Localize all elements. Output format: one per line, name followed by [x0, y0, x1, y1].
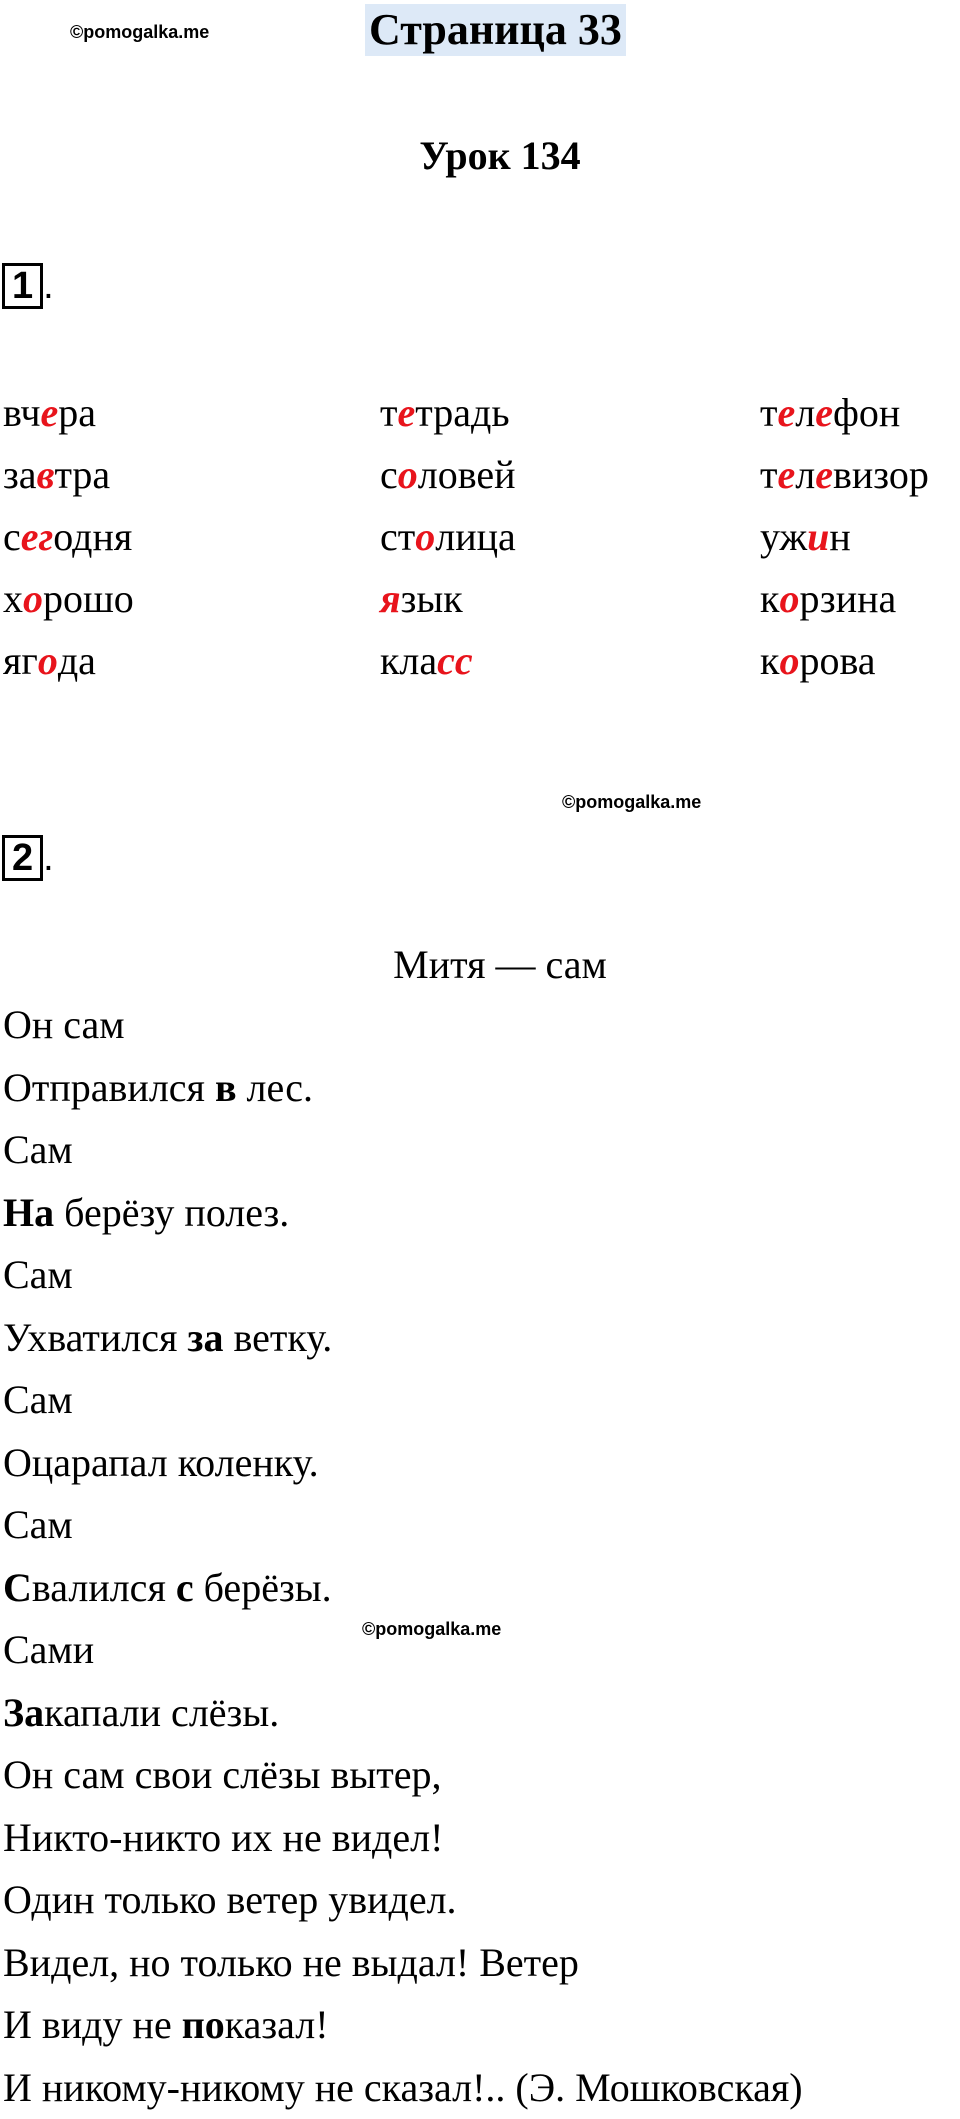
word-part: да: [58, 638, 96, 683]
spelling-word: [760, 382, 929, 444]
text-fragment: Ухватился: [3, 1315, 187, 1360]
spelling-word: [760, 444, 929, 506]
task-1-number: 1 .: [2, 263, 54, 309]
spelling-word: [760, 506, 929, 568]
word-part: фон: [833, 390, 900, 435]
poem-line: [3, 1869, 803, 1932]
word-column-1: [3, 382, 134, 692]
spelling-word: [380, 444, 516, 506]
highlighted-letters: сс: [437, 638, 473, 683]
poem-line: [3, 1432, 803, 1495]
lesson-title: Урок 134: [0, 130, 960, 182]
spelling-word: [380, 568, 516, 630]
word-part: тра: [54, 452, 110, 497]
poem-line: [3, 1994, 803, 2057]
poem-line: [3, 1369, 803, 1432]
word-part: рошо: [43, 576, 134, 621]
word-part: т: [760, 452, 777, 497]
spelling-word: [380, 630, 516, 692]
poem: [3, 994, 803, 2119]
text-fragment: берёзы.: [194, 1565, 332, 1610]
word-column-2: [380, 382, 516, 692]
text-fragment: Сам: [3, 1252, 73, 1297]
text-fragment: лес.: [237, 1065, 313, 1110]
highlighted-letters: и: [807, 514, 829, 559]
word-part: традь: [415, 390, 509, 435]
text-fragment: берёзу полез.: [54, 1190, 289, 1235]
poem-line: [3, 1307, 803, 1370]
poem-title: Митя — сам: [0, 934, 960, 996]
word-part: ра: [58, 390, 96, 435]
poem-line: [3, 1494, 803, 1557]
text-fragment: Сам: [3, 1127, 73, 1172]
bold-fragment: За: [3, 1690, 44, 1735]
spelling-word: [3, 444, 134, 506]
highlighted-letters: е: [815, 390, 833, 435]
highlighted-letters: о: [38, 638, 58, 683]
text-fragment: И никому-никому не сказал!.. (Э. Мошковская): [3, 2065, 803, 2110]
poem-line: [3, 2057, 803, 2119]
spelling-word: [3, 382, 134, 444]
poem-line: [3, 1182, 803, 1245]
text-fragment: капали слёзы.: [44, 1690, 279, 1735]
bold-fragment: На: [3, 1190, 54, 1235]
word-part: л: [795, 390, 815, 435]
text-fragment: Он сам: [3, 1002, 125, 1047]
spelling-word: [3, 506, 134, 568]
word-part: х: [3, 576, 23, 621]
poem-line: [3, 1119, 803, 1182]
text-fragment: Один только ветер увидел.: [3, 1877, 457, 1922]
poem-line: [3, 1744, 803, 1807]
word-part: с: [3, 514, 21, 559]
word-part: к: [760, 638, 779, 683]
text-fragment: ветку.: [223, 1315, 332, 1360]
word-column-3: [760, 382, 929, 692]
task-2-number: 2 .: [2, 835, 54, 881]
word-part: лица: [435, 514, 516, 559]
highlighted-letters: е: [397, 390, 415, 435]
text-fragment: валился: [32, 1565, 176, 1610]
poem-line: [3, 1807, 803, 1870]
highlighted-letters: о: [415, 514, 435, 559]
highlighted-letters: е: [815, 452, 833, 497]
word-part: т: [380, 390, 397, 435]
word-part: за: [3, 452, 37, 497]
poem-line: [3, 994, 803, 1057]
word-part: уж: [760, 514, 807, 559]
word-part: ст: [380, 514, 415, 559]
bold-fragment: в: [215, 1065, 237, 1110]
spelling-word: [760, 568, 929, 630]
word-part: рзина: [799, 576, 896, 621]
word-part: т: [760, 390, 777, 435]
spelling-word: [3, 568, 134, 630]
text-fragment: Сам: [3, 1502, 73, 1547]
spelling-word: [760, 630, 929, 692]
poem-line: [3, 1057, 803, 1120]
text-fragment: И виду не: [3, 2002, 182, 2047]
highlighted-letters: е: [777, 390, 795, 435]
highlighted-letters: я: [380, 576, 401, 621]
highlighted-letters: ег: [21, 514, 54, 559]
word-part: ловей: [418, 452, 516, 497]
bold-fragment: по: [182, 2002, 225, 2047]
text-fragment: Сам: [3, 1377, 73, 1422]
highlighted-letters: о: [779, 638, 799, 683]
spelling-word: [3, 630, 134, 692]
highlighted-letters: о: [23, 576, 43, 621]
task-1-number-box: 1: [2, 263, 43, 309]
page-title: Страница 33: [365, 4, 626, 56]
text-fragment: Никто-никто их не видел!: [3, 1815, 443, 1860]
highlighted-letters: е: [40, 390, 58, 435]
highlighted-letters: о: [779, 576, 799, 621]
text-fragment: Сами: [3, 1627, 94, 1672]
task-2-number-box: 2: [2, 835, 43, 881]
text-fragment: Отправился: [3, 1065, 215, 1110]
poem-line: [3, 1557, 803, 1620]
poem-line: [3, 1932, 803, 1995]
watermark-top: ©pomogalka.me: [70, 22, 209, 43]
poem-line: [3, 1682, 803, 1745]
spelling-word: [380, 382, 516, 444]
word-part: к: [760, 576, 779, 621]
word-part: с: [380, 452, 398, 497]
poem-line: [3, 1244, 803, 1307]
text-fragment: Видел, но только не выдал! Ветер: [3, 1940, 579, 1985]
word-part: зык: [401, 576, 463, 621]
word-part: яг: [3, 638, 38, 683]
word-part: визор: [833, 452, 929, 497]
text-fragment: казал!: [225, 2002, 329, 2047]
word-part: н: [829, 514, 850, 559]
word-part: кла: [380, 638, 437, 683]
word-part: л: [795, 452, 815, 497]
word-part: вч: [3, 390, 40, 435]
text-fragment: Оцарапал коленку.: [3, 1440, 319, 1485]
bold-fragment: с: [176, 1565, 194, 1610]
word-part: одня: [53, 514, 132, 559]
highlighted-letters: в: [37, 452, 55, 497]
highlighted-letters: о: [398, 452, 418, 497]
text-fragment: Он сам свои слёзы вытер,: [3, 1752, 442, 1797]
bold-fragment: за: [187, 1315, 223, 1360]
bold-fragment: С: [3, 1565, 32, 1610]
watermark-bottom: ©pomogalka.me: [362, 1619, 501, 1640]
watermark-middle: ©pomogalka.me: [562, 792, 701, 813]
highlighted-letters: е: [777, 452, 795, 497]
word-part: рова: [799, 638, 875, 683]
spelling-word: [380, 506, 516, 568]
